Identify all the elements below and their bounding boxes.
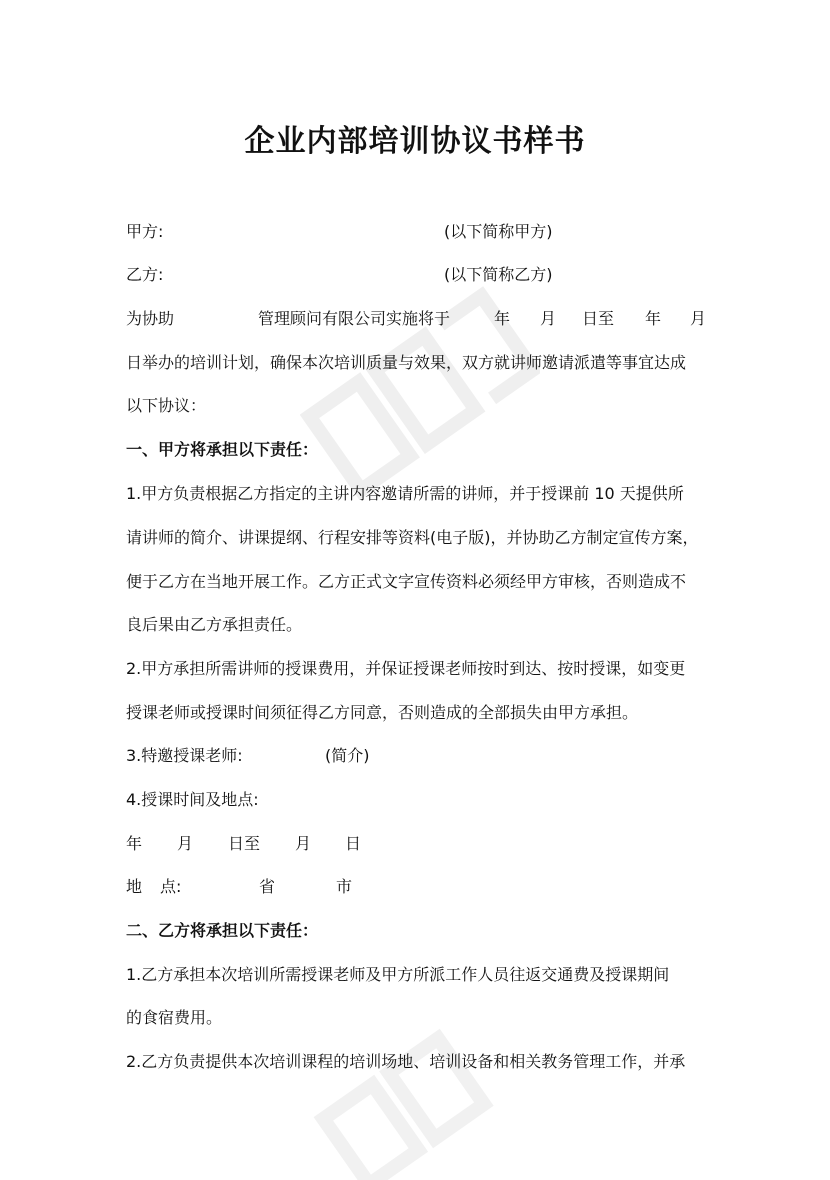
intro-date-month: 月 [540, 309, 557, 328]
place-city: 市 [336, 877, 353, 896]
time-place-label: 4.授课时间及地点: [126, 790, 259, 809]
party-b-note: (以下简称乙方) [444, 265, 553, 284]
section-2-item-1-line: 1.乙方承担本次培训所需授课老师及甲方所派工作人员往返交通费及授课期间 [126, 965, 670, 984]
intro-line-3: 以下协议： [126, 396, 207, 415]
guest-teacher-note: (简介) [325, 746, 370, 765]
section-2-item-2-line: 2.乙方负责提供本次培训课程的培训场地、培训设备和相关教务管理工作，并承 [126, 1052, 686, 1071]
party-b-label: 乙方: [126, 265, 164, 284]
time-month: 月 [177, 834, 194, 853]
time-year: 年 [126, 834, 143, 853]
guest-teacher-label: 3.特邀授课老师: [126, 746, 243, 765]
place-label-2: 点: [160, 877, 182, 896]
intro-line-2: 日举办的培训计划，确保本次培训质量与效果，双方就讲师邀请派遣等事宜达成 [126, 353, 687, 372]
intro-date-month-2: 月 [690, 309, 707, 328]
intro-text-company: 管理顾问有限公司实施将于 [258, 309, 451, 328]
section-2-heading: 二、乙方将承担以下责任： [126, 921, 319, 940]
section-1-heading: 一、甲方将承担以下责任： [126, 440, 319, 459]
section-1-item-1-line: 1.甲方负责根据乙方指定的主讲内容邀请所需的讲师，并于授课前 10 天提供所 [126, 484, 684, 503]
section-1-item-1-line: 请讲师的简介、讲课提纲、行程安排等资料(电子版)，并协助乙方制定宣传方案， [126, 528, 699, 547]
section-1-item-1-line: 良后果由乙方承担责任。 [126, 615, 303, 634]
party-a-note: (以下简称甲方) [444, 222, 553, 241]
time-day: 日 [345, 834, 362, 853]
intro-date-to: 日至 [582, 309, 615, 328]
place-label-1: 地 [126, 877, 143, 896]
section-1-item-2-line: 2.甲方承担所需讲师的授课费用，并保证授课老师按时到达、按时授课，如变更 [126, 659, 686, 678]
watermark-icon [300, 1020, 540, 1180]
section-2-item-1-line: 的食宿费用。 [126, 1008, 223, 1027]
section-1-item-1-line: 便于乙方在当地开展工作。乙方正式文字宣传资料必须经甲方审核，否则造成不 [126, 572, 687, 591]
intro-text-start: 为协助 [126, 309, 175, 328]
section-1-item-2-line: 授课老师或授课时间须征得乙方同意，否则造成的全部损失由甲方承担。 [126, 703, 639, 722]
time-to: 日至 [228, 834, 261, 853]
time-month-2: 月 [295, 834, 312, 853]
intro-date-year: 年 [494, 309, 511, 328]
intro-date-year-2: 年 [645, 309, 662, 328]
party-a-label: 甲方: [126, 222, 164, 241]
place-province: 省 [259, 877, 276, 896]
document-title: 企业内部培训协议书样书 [244, 124, 586, 159]
